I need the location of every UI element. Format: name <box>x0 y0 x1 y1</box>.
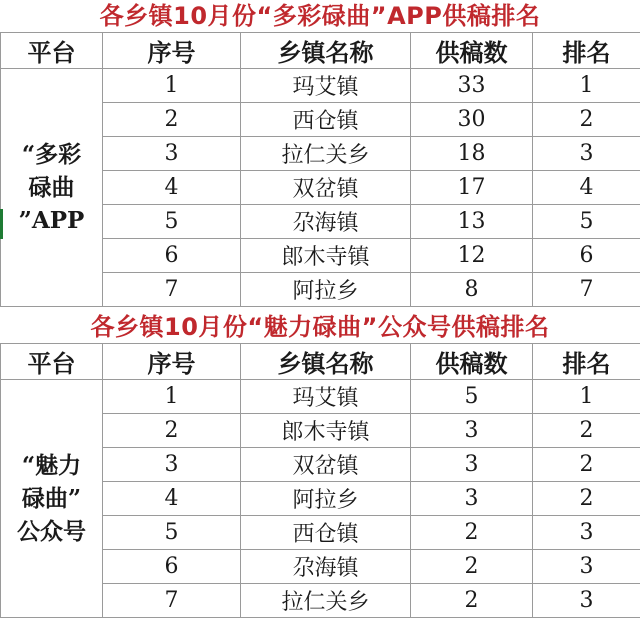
table1-title: 各乡镇10月份“多彩碌曲”APP供稿排名 <box>99 2 541 30</box>
count-cell[interactable]: 3 <box>411 482 533 516</box>
index-cell[interactable]: 6 <box>103 550 241 584</box>
rank-cell[interactable]: 2 <box>533 103 640 137</box>
town-cell[interactable]: 拉仁关乡 <box>241 584 411 618</box>
table1-body <box>1 69 640 307</box>
platform-label-line: “魅力 <box>21 452 82 479</box>
index-cell[interactable]: 7 <box>103 273 241 307</box>
count-cell[interactable]: 18 <box>411 137 533 171</box>
header-count[interactable]: 供稿数 <box>411 344 533 380</box>
count-cell[interactable]: 13 <box>411 205 533 239</box>
index-cell[interactable]: 3 <box>103 137 241 171</box>
town-cell[interactable]: 双岔镇 <box>241 171 411 205</box>
count-cell[interactable]: 3 <box>411 448 533 482</box>
header-town[interactable]: 乡镇名称 <box>241 344 411 380</box>
count-cell[interactable]: 2 <box>411 584 533 618</box>
index-cell[interactable]: 5 <box>103 205 241 239</box>
platform-cell[interactable] <box>1 69 103 307</box>
header-rank[interactable]: 排名 <box>533 33 640 69</box>
town-cell[interactable]: 拉仁关乡 <box>241 137 411 171</box>
town-cell[interactable]: 阿拉乡 <box>241 273 411 307</box>
index-cell[interactable]: 7 <box>103 584 241 618</box>
count-cell[interactable]: 12 <box>411 239 533 273</box>
platform-label-line: ”APP <box>18 207 85 234</box>
rank-cell[interactable]: 3 <box>533 516 640 550</box>
index-cell[interactable]: 1 <box>103 380 241 414</box>
index-cell[interactable]: 4 <box>103 171 241 205</box>
count-cell[interactable]: 33 <box>411 69 533 103</box>
rank-cell[interactable]: 1 <box>533 380 640 414</box>
table2 <box>0 343 640 618</box>
header-index[interactable]: 序号 <box>103 33 241 69</box>
index-cell[interactable]: 3 <box>103 448 241 482</box>
row-selection-marker <box>0 209 3 239</box>
town-cell[interactable]: 西仓镇 <box>241 516 411 550</box>
count-cell[interactable]: 17 <box>411 171 533 205</box>
rank-cell[interactable]: 1 <box>533 69 640 103</box>
town-cell[interactable]: 尕海镇 <box>241 205 411 239</box>
platform-label-line: 碌曲 <box>28 174 75 201</box>
town-cell[interactable]: 西仓镇 <box>241 103 411 137</box>
rank-cell[interactable]: 2 <box>533 448 640 482</box>
town-cell[interactable]: 双岔镇 <box>241 448 411 482</box>
rank-cell[interactable]: 3 <box>533 550 640 584</box>
platform-cell[interactable] <box>1 380 103 618</box>
count-cell[interactable]: 5 <box>411 380 533 414</box>
table1-header-row <box>1 33 640 69</box>
count-cell[interactable]: 2 <box>411 516 533 550</box>
count-cell[interactable]: 30 <box>411 103 533 137</box>
rank-cell[interactable]: 2 <box>533 414 640 448</box>
header-count[interactable]: 供稿数 <box>411 33 533 69</box>
index-cell[interactable]: 2 <box>103 103 241 137</box>
header-rank[interactable]: 排名 <box>533 344 640 380</box>
index-cell[interactable]: 1 <box>103 69 241 103</box>
count-cell[interactable]: 3 <box>411 414 533 448</box>
header-platform[interactable]: 平台 <box>1 344 103 380</box>
index-cell[interactable]: 6 <box>103 239 241 273</box>
rank-cell[interactable]: 4 <box>533 171 640 205</box>
rank-cell[interactable]: 7 <box>533 273 640 307</box>
rank-cell[interactable]: 6 <box>533 239 640 273</box>
table1 <box>0 32 640 307</box>
header-town[interactable]: 乡镇名称 <box>241 33 411 69</box>
table-row <box>1 69 640 103</box>
rank-cell[interactable]: 3 <box>533 137 640 171</box>
platform-label-line: “多彩 <box>21 141 82 168</box>
header-index[interactable]: 序号 <box>103 344 241 380</box>
town-cell[interactable]: 郎木寺镇 <box>241 414 411 448</box>
table2-title: 各乡镇10月份“魅力碌曲”公众号供稿排名 <box>90 313 550 341</box>
table2-body <box>1 380 640 618</box>
index-cell[interactable]: 2 <box>103 414 241 448</box>
count-cell[interactable]: 2 <box>411 550 533 584</box>
platform-label-line: 碌曲” <box>21 485 82 512</box>
index-cell[interactable]: 5 <box>103 516 241 550</box>
town-cell[interactable]: 郎木寺镇 <box>241 239 411 273</box>
town-cell[interactable]: 阿拉乡 <box>241 482 411 516</box>
platform-label-line: 公众号 <box>17 518 86 545</box>
table-row <box>1 380 640 414</box>
count-cell[interactable]: 8 <box>411 273 533 307</box>
rank-cell[interactable]: 5 <box>533 205 640 239</box>
rank-cell[interactable]: 2 <box>533 482 640 516</box>
header-platform[interactable]: 平台 <box>1 33 103 69</box>
town-cell[interactable]: 玛艾镇 <box>241 380 411 414</box>
index-cell[interactable]: 4 <box>103 482 241 516</box>
town-cell[interactable]: 玛艾镇 <box>241 69 411 103</box>
table2-header-row <box>1 344 640 380</box>
rank-cell[interactable]: 3 <box>533 584 640 618</box>
town-cell[interactable]: 尕海镇 <box>241 550 411 584</box>
